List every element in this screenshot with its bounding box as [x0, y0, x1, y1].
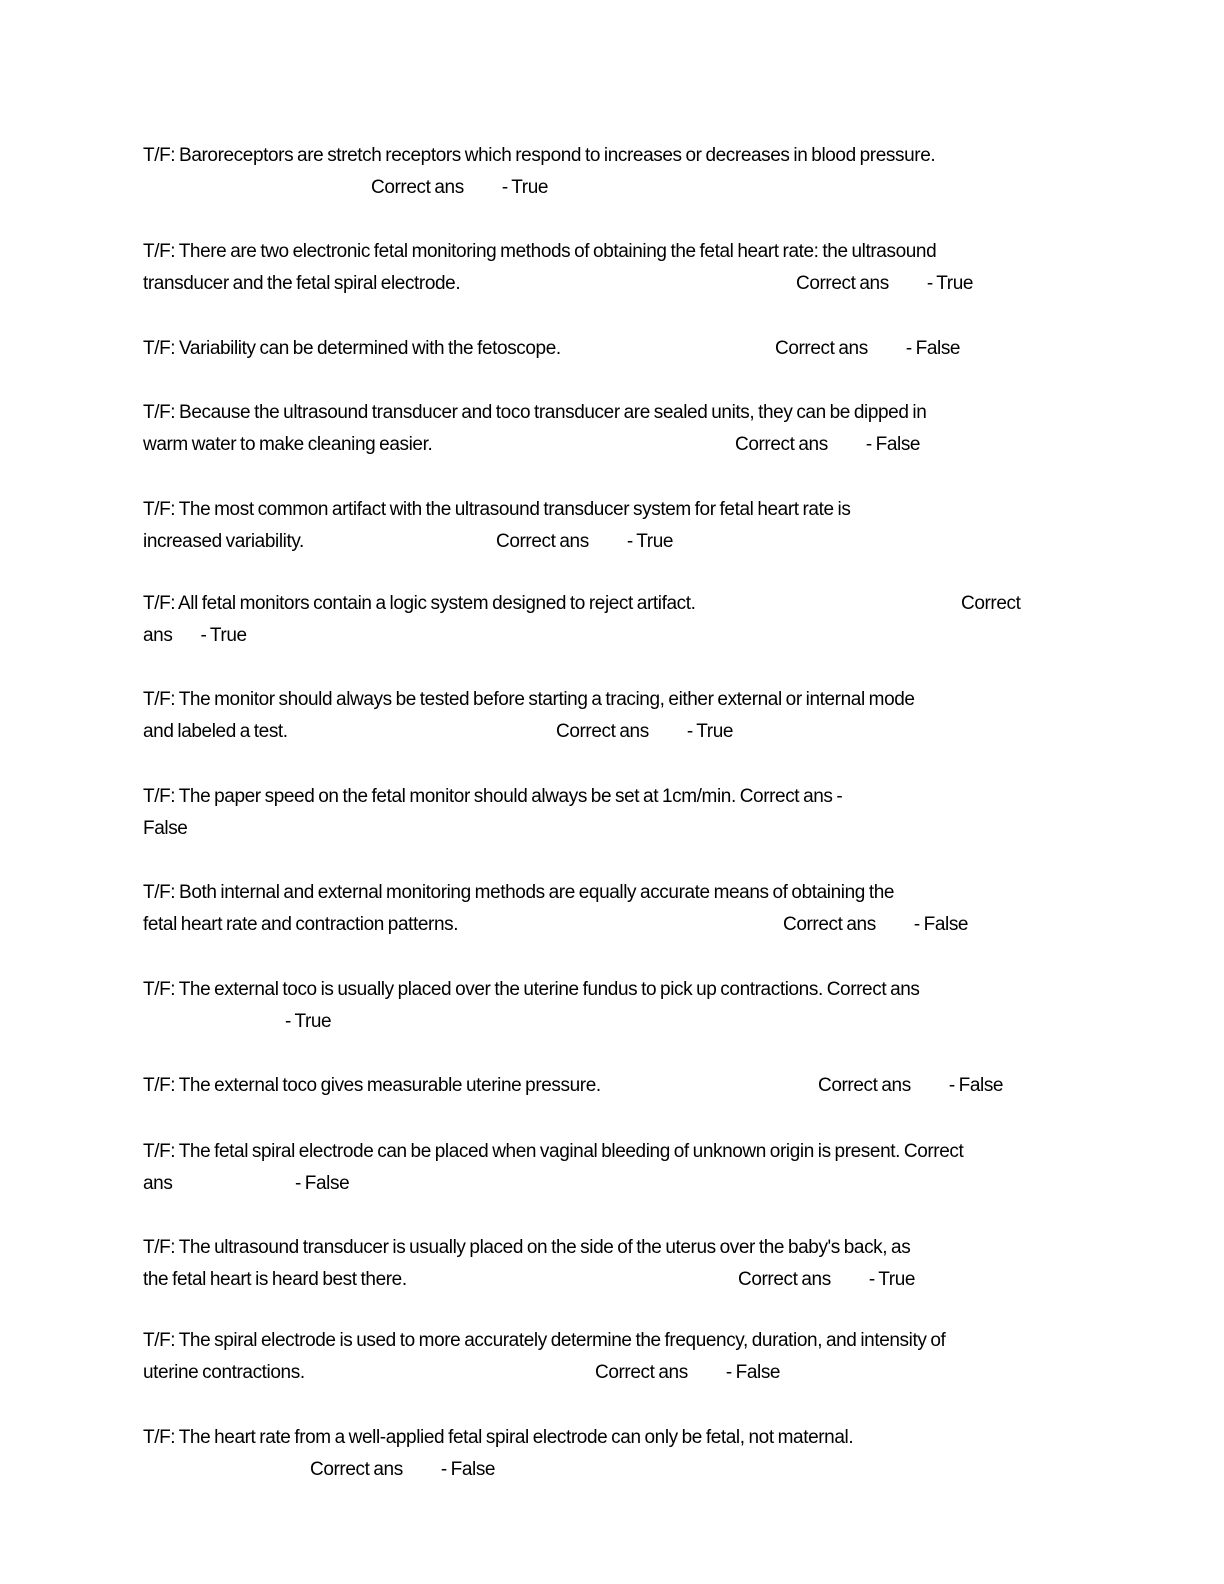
answer-line	[783, 909, 968, 941]
question-item	[143, 1325, 1083, 1389]
answer-label: Correct ans	[371, 177, 464, 198]
answer-line	[775, 333, 960, 365]
answer-line	[818, 1070, 1003, 1102]
question-text: T/F: The fetal spiral electrode can be placed when vaginal bleeding of unknown origin is present. Correct	[143, 1141, 964, 1162]
answer-label: Correct ans	[310, 1459, 403, 1480]
answer-value: - False	[905, 338, 961, 359]
question-item	[143, 974, 1083, 1032]
answer-value: - False	[440, 1459, 496, 1480]
question-text: T/F: The ultrasound transducer is usually placed on the side of the uterus over the baby's back, as	[143, 1237, 911, 1258]
question-item	[143, 494, 1083, 558]
answer-line	[796, 268, 973, 300]
question-item	[143, 588, 1083, 646]
question-item	[143, 1136, 1083, 1200]
answer-label: Correct ans	[496, 531, 589, 552]
answer-label: Correct	[961, 593, 1021, 614]
question-text: transducer and the fetal spiral electrode.	[143, 273, 461, 294]
answer-value: - False	[295, 1173, 350, 1194]
answer-line	[738, 1264, 915, 1296]
answer-value: - False	[913, 914, 969, 935]
answer-label: Correct ans	[783, 914, 876, 935]
answer-value: - False	[948, 1075, 1004, 1096]
answer-line	[496, 526, 673, 558]
answer-label: Correct ans	[556, 721, 649, 742]
answer-value: - True	[868, 1269, 916, 1290]
answer-line	[371, 172, 548, 204]
answer-label: Correct ans	[796, 273, 889, 294]
question-text: T/F: Because the ultrasound transducer and toco transducer are sealed units, they can be dipped in	[143, 402, 927, 423]
question-text: T/F: The external toco is usually placed over the uterine fundus to pick up contractions. Correct ans	[143, 979, 920, 1000]
question-text: uterine contractions.	[143, 1362, 305, 1383]
question-text: T/F: The heart rate from a well-applied fetal spiral electrode can only be fetal, not maternal.	[143, 1427, 854, 1448]
question-text: T/F: Both internal and external monitoring methods are equally accurate means of obtaining the	[143, 882, 895, 903]
question-text: increased variability.	[143, 531, 304, 552]
question-item	[143, 1232, 1083, 1296]
answer-value: - True	[285, 1011, 332, 1032]
question-text: T/F: The spiral electrode is used to more accurately determine the frequency, duration, and intensity of	[143, 1330, 946, 1351]
answer-value: - False	[725, 1362, 781, 1383]
question-text: T/F: Baroreceptors are stretch receptors which respond to increases or decreases in blood pressure.	[143, 145, 936, 166]
question-text: T/F: All fetal monitors contain a logic system designed to reject artifact.	[143, 593, 696, 614]
answer-label: Correct ans	[738, 1269, 831, 1290]
question-text: T/F: Variability can be determined with the fetoscope.	[143, 338, 561, 359]
question-item	[143, 781, 1083, 845]
answer-value: - True	[626, 531, 674, 552]
answer-label: ans	[143, 625, 173, 646]
answer-label: Correct ans	[595, 1362, 688, 1383]
question-item	[143, 397, 1083, 461]
answer-value: - True	[686, 721, 734, 742]
answer-line	[556, 716, 733, 748]
question-text: ans	[143, 1173, 173, 1194]
question-item	[143, 140, 1083, 198]
question-item	[143, 236, 1083, 300]
answer-line	[961, 588, 1021, 620]
question-text: fetal heart rate and contraction patterns.	[143, 914, 459, 935]
answer-line	[595, 1357, 780, 1389]
question-text: T/F: There are two electronic fetal monitoring methods of obtaining the fetal heart rate: the ultrasound	[143, 241, 937, 262]
answer-line	[310, 1454, 495, 1486]
question-item	[143, 877, 1083, 941]
answer-label: Correct ans	[818, 1075, 911, 1096]
answer-line	[295, 1168, 349, 1200]
answer-value: - True	[200, 625, 247, 646]
question-text: and labeled a test.	[143, 721, 288, 742]
question-text: False	[143, 818, 188, 839]
question-text: T/F: The most common artifact with the ultrasound transducer system for fetal heart rate is	[143, 499, 851, 520]
answer-value: - True	[501, 177, 549, 198]
question-text: the fetal heart is heard best there.	[143, 1269, 407, 1290]
answer-label: Correct ans	[735, 434, 828, 455]
question-item	[143, 1422, 1083, 1480]
answer-value: - True	[926, 273, 974, 294]
question-text: T/F: The monitor should always be tested before starting a tracing, either external or internal mode	[143, 689, 915, 710]
question-text: warm water to make cleaning easier.	[143, 434, 433, 455]
answer-line	[285, 1006, 331, 1038]
question-item	[143, 684, 1083, 748]
answer-label: Correct ans	[775, 338, 868, 359]
question-item	[143, 333, 1083, 365]
answer-line	[143, 620, 247, 652]
answer-value: - False	[865, 434, 921, 455]
question-text: T/F: The external toco gives measurable uterine pressure.	[143, 1075, 601, 1096]
question-item	[143, 1070, 1083, 1102]
question-text: T/F: The paper speed on the fetal monitor should always be set at 1cm/min. Correct ans -	[143, 786, 843, 807]
answer-line	[735, 429, 920, 461]
